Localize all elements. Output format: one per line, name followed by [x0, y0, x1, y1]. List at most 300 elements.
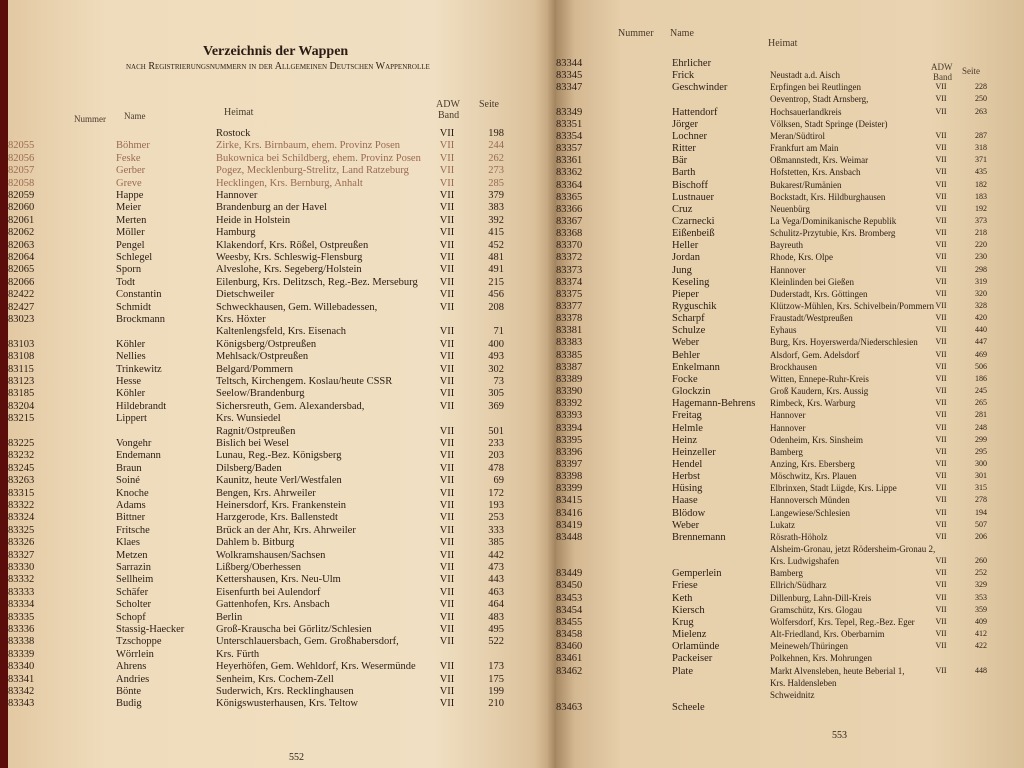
cell-seite: 253	[488, 512, 504, 524]
table-row	[8, 438, 556, 450]
cell-name: Heller	[672, 240, 699, 252]
cell-nummer: 83324	[8, 512, 35, 524]
cell-name: Packeiser	[672, 653, 713, 665]
cell-name: Mielenz	[672, 629, 707, 641]
table-row	[8, 153, 556, 165]
table-row	[556, 641, 1024, 653]
cell-seite: 69	[493, 475, 504, 487]
cell-nummer: 83368	[556, 228, 583, 240]
cell-name: Braun	[116, 462, 142, 474]
cell-band: VII	[439, 438, 455, 449]
right-page	[556, 0, 1024, 768]
cell-heimat: Neustadt a.d. Aisch	[770, 70, 840, 81]
cell-name: Pengel	[116, 239, 145, 251]
cell-name: Bär	[672, 155, 688, 167]
table-row	[556, 544, 1024, 556]
cell-heimat: Unterschlauersbach, Gem. Großhabersdorf,	[216, 636, 399, 648]
cell-heimat: Ellrich/Südharz	[770, 580, 827, 591]
cell-nummer: 83381	[556, 325, 583, 337]
cell-nummer: 83374	[556, 276, 583, 288]
cell-nummer: 83377	[556, 301, 583, 312]
cell-nummer: 83339	[8, 648, 35, 660]
table-row	[8, 326, 556, 338]
cell-heimat: Bengen, Krs. Ahrweiler	[216, 487, 316, 499]
cell-nummer: 83364	[556, 179, 583, 191]
cell-nummer: 83023	[8, 314, 35, 325]
cell-name: Pieper	[672, 288, 699, 300]
table-row	[8, 364, 556, 376]
table-row	[556, 119, 1024, 131]
cell-heimat: Brandenburg an der Havel	[216, 202, 327, 214]
cell-seite: 452	[488, 239, 504, 251]
cell-nummer: 83338	[8, 636, 35, 648]
cell-nummer: 83361	[556, 155, 583, 167]
cell-heimat: Brockhausen	[770, 361, 817, 372]
table-row	[8, 252, 556, 264]
cell-heimat: Bamberg	[770, 446, 803, 457]
cell-name: Lustnauer	[672, 191, 714, 203]
cell-seite: 464	[488, 599, 504, 611]
cell-heimat: Kaunitz, heute Verl/Westfalen	[216, 475, 342, 487]
table-row	[8, 698, 556, 710]
cell-seite: 447	[975, 337, 987, 347]
cell-band: VII	[935, 240, 947, 250]
cell-name: Ehrlicher	[672, 58, 712, 69]
table-row	[556, 289, 1024, 301]
cell-band: VII	[935, 264, 947, 274]
table-row	[8, 165, 556, 177]
cell-name: Köhler	[116, 388, 146, 400]
cell-nummer: 82055	[8, 140, 35, 152]
table-row	[556, 70, 1024, 82]
table-row	[556, 653, 1024, 665]
cell-name: Glockzin	[672, 386, 711, 398]
cell-nummer: 83245	[8, 462, 35, 474]
header-adw: ADW	[931, 62, 953, 72]
cell-nummer: 83378	[556, 313, 583, 325]
cell-name: Vongehr	[116, 438, 152, 449]
cell-band: VII	[935, 483, 947, 493]
cell-nummer: 83332	[8, 574, 35, 586]
cell-nummer: 83342	[8, 686, 35, 697]
cell-band: VII	[439, 549, 455, 561]
cell-nummer: 83362	[556, 167, 583, 179]
cell-seite: 305	[488, 388, 504, 400]
table-row	[8, 488, 556, 500]
left-page	[8, 0, 556, 768]
cell-name: Ahrens	[116, 661, 147, 673]
cell-heimat: Bukownica bei Schildberg, ehem. Provinz Posen	[216, 152, 421, 164]
cell-band: VII	[439, 301, 455, 313]
cell-seite: 285	[488, 177, 504, 189]
table-row	[556, 495, 1024, 507]
cell-name: Lippert	[116, 413, 147, 425]
cell-heimat: Hannover	[216, 190, 258, 201]
table-row	[556, 228, 1024, 240]
cell-name: Brockmann	[116, 314, 165, 325]
cell-name: Ritter	[672, 143, 696, 155]
cell-nummer: 83232	[8, 450, 35, 462]
cell-name: Friese	[672, 580, 698, 592]
cell-nummer: 82058	[8, 177, 35, 189]
table-row	[8, 475, 556, 487]
cell-band: VII	[439, 611, 455, 623]
cell-seite: 442	[488, 549, 504, 561]
cell-heimat: Langewiese/Schlesien	[770, 507, 850, 518]
cell-seite: 208	[488, 301, 504, 313]
cell-name: Greve	[116, 177, 142, 189]
cell-nummer: 83334	[8, 599, 35, 611]
cell-seite: 373	[975, 215, 987, 225]
table-row	[8, 339, 556, 351]
table-row	[556, 58, 1024, 70]
cell-band: VII	[935, 568, 947, 578]
cell-band: VII	[935, 301, 947, 310]
cell-seite: 210	[488, 698, 504, 710]
cell-heimat: Meineweh/Thüringen	[770, 641, 848, 652]
cell-name: Weber	[672, 337, 700, 349]
cell-name: Möller	[116, 227, 145, 239]
cell-nummer: 83340	[8, 661, 35, 673]
cell-name: Köhler	[116, 338, 146, 350]
cell-nummer: 83315	[8, 487, 35, 499]
table-row	[556, 483, 1024, 495]
cell-heimat: Elbrinxen, Stadt Lügde, Krs. Lippe	[770, 483, 897, 494]
cell-name: Schmidt	[116, 301, 152, 313]
cell-band: VII	[935, 94, 947, 104]
cell-seite: 422	[975, 641, 987, 651]
cell-seite: 248	[975, 422, 987, 432]
cell-nummer: 83115	[8, 363, 34, 375]
cell-heimat: Frankfurt am Main	[770, 143, 839, 154]
cell-name: Ryguschik	[672, 301, 717, 312]
cell-name: Schopf	[116, 611, 146, 623]
cell-heimat: Völksen, Stadt Springe (Deister)	[770, 118, 888, 129]
cell-band: VII	[935, 191, 947, 201]
cell-band: VII	[935, 155, 947, 165]
cell-seite: 198	[488, 128, 504, 139]
cell-name: Gerber	[116, 165, 146, 177]
cell-band: VII	[935, 130, 947, 140]
cell-band: VII	[935, 167, 947, 177]
cell-band: VII	[935, 616, 947, 626]
cell-heimat: Groß Kaudern, Krs. Aussig	[770, 386, 869, 397]
cell-seite: 493	[488, 351, 504, 363]
cell-band: VII	[439, 227, 455, 239]
cell-heimat: Dietschweiler	[216, 289, 275, 301]
cell-heimat: Hofstetten, Krs. Ansbach	[770, 167, 861, 178]
cell-nummer: 83367	[556, 215, 583, 227]
cell-seite: 220	[975, 240, 987, 250]
cell-seite: 183	[975, 191, 987, 201]
cell-seite: 300	[975, 458, 987, 468]
cell-seite: 233	[488, 438, 504, 449]
cell-nummer: 83345	[556, 70, 583, 82]
cell-nummer: 83390	[556, 386, 583, 398]
cell-heimat: Meran/Südtirol	[770, 130, 825, 141]
table-row	[8, 376, 556, 388]
cell-nummer: 83325	[8, 524, 35, 536]
cell-heimat: Oeventrop, Stadt Arnsberg,	[770, 94, 869, 105]
cell-nummer: 83185	[8, 388, 35, 400]
cell-name: Herbst	[672, 471, 700, 483]
table-row	[8, 302, 556, 314]
cell-name: Krug	[672, 616, 694, 628]
header-heimat: Heimat	[224, 107, 254, 118]
table-row	[556, 666, 1024, 678]
cell-heimat: Sichersreuth, Gem. Alexandersbad,	[216, 400, 365, 412]
page-number: 552	[289, 752, 304, 763]
cell-heimat: Rimbeck, Krs. Warburg	[770, 398, 856, 409]
cell-name: Sellheim	[116, 574, 154, 586]
cell-nummer: 83322	[8, 500, 35, 511]
header-seite: Seite	[962, 66, 980, 76]
cell-nummer: 83372	[556, 252, 583, 264]
cell-name: Enkelmann	[672, 361, 720, 373]
cell-name: Eißenbeiß	[672, 228, 715, 240]
cell-heimat: Rhode, Krs. Olpe	[770, 252, 833, 263]
cell-heimat: Krs. Haldensleben	[770, 677, 837, 688]
cell-nummer: 82427	[8, 301, 35, 313]
cell-band: VII	[439, 289, 455, 301]
cell-name: Klaes	[116, 537, 140, 549]
cell-seite: 252	[975, 568, 987, 578]
cell-nummer: 83225	[8, 438, 35, 449]
table-row	[556, 593, 1024, 605]
cell-name: Adams	[116, 500, 146, 511]
cell-name: Gemperlein	[672, 568, 722, 580]
cell-heimat: Bockstadt, Krs. Hildburghausen	[770, 191, 886, 202]
cell-nummer: 83365	[556, 191, 583, 203]
cell-seite: 522	[488, 636, 504, 648]
cell-heimat: Odenheim, Krs. Sinsheim	[770, 434, 863, 445]
cell-name: Stassig-Haecker	[116, 624, 185, 635]
cell-heimat: Groß-Krauscha bei Görlitz/Schlesien	[216, 624, 372, 635]
cell-nummer: 82063	[8, 239, 35, 251]
cell-heimat: Heinersdorf, Krs. Frankenstein	[216, 500, 347, 511]
cell-nummer: 83460	[556, 641, 583, 653]
cell-name: Happe	[116, 190, 144, 201]
cell-band: VII	[439, 686, 455, 697]
table-row	[556, 386, 1024, 398]
cell-heimat: Berlin	[216, 611, 243, 623]
cell-seite: 262	[488, 152, 504, 164]
cell-heimat: Witten, Ennepe-Ruhr-Kreis	[770, 373, 869, 384]
cell-seite: 301	[975, 471, 987, 481]
table-row	[8, 525, 556, 537]
cell-band: VII	[935, 398, 947, 408]
cell-heimat: Alt-Friedland, Krs. Oberbarnim	[770, 629, 885, 640]
cell-nummer: 83349	[556, 106, 583, 118]
header-heimat: Heimat	[768, 38, 798, 49]
cell-seite: 206	[975, 531, 987, 541]
cell-name: Cruz	[672, 203, 693, 215]
cell-heimat: Weesby, Krs. Schleswig-Flensburg	[216, 252, 363, 263]
cell-band: VII	[935, 82, 947, 92]
cell-seite: 315	[975, 483, 987, 493]
cell-heimat: Kleinlinden bei Gießen	[770, 276, 854, 287]
cell-seite: 218	[975, 228, 987, 238]
cell-name: Geschwinder	[672, 82, 728, 94]
cell-name: Hüsing	[672, 483, 703, 495]
cell-band: VII	[935, 422, 947, 432]
cell-name: Feske	[116, 152, 141, 164]
cell-seite: 369	[488, 400, 504, 412]
table-row	[556, 216, 1024, 228]
cell-band: VII	[935, 580, 947, 590]
cell-heimat: Harzgerode, Krs. Ballenstedt	[216, 512, 338, 524]
cell-heimat: Eyhaus	[770, 325, 797, 336]
cell-seite: 193	[488, 500, 504, 511]
cell-seite: 385	[488, 537, 504, 549]
cell-nummer: 82066	[8, 276, 35, 288]
cell-band: VII	[935, 507, 947, 517]
cell-seite: 392	[488, 214, 504, 226]
table-row	[8, 140, 556, 152]
cell-name: Meier	[116, 202, 142, 214]
cell-nummer: 83335	[8, 611, 35, 623]
table-row	[556, 337, 1024, 349]
cell-nummer: 83462	[556, 665, 583, 677]
cell-heimat: Hannover	[770, 410, 806, 421]
cell-seite: 295	[975, 446, 987, 456]
cell-heimat: Lunau, Reg.-Bez. Königsberg	[216, 450, 342, 462]
cell-name: Frick	[672, 70, 695, 82]
table-row	[556, 277, 1024, 289]
cell-nummer: 83397	[556, 458, 583, 470]
cell-heimat: Krs. Fürth	[216, 648, 260, 660]
cell-seite: 203	[488, 450, 504, 462]
cell-name: Metzen	[116, 549, 148, 561]
cell-heimat: Schweckhausen, Gem. Willebadessen,	[216, 301, 378, 313]
cell-name: Fritsche	[116, 524, 150, 536]
cell-seite: 440	[975, 325, 987, 335]
cell-seite: 501	[488, 425, 504, 437]
cell-seite: 507	[975, 519, 987, 529]
cell-band: VII	[439, 698, 455, 710]
cell-band: VII	[439, 512, 455, 524]
table-row	[556, 471, 1024, 483]
cell-nummer: 83387	[556, 361, 583, 373]
cell-name: Focke	[672, 373, 698, 385]
cell-seite: 506	[975, 361, 987, 371]
cell-seite: 260	[975, 556, 987, 566]
cell-seite: 478	[488, 462, 504, 474]
cell-nummer: 83394	[556, 422, 583, 434]
cell-seite: 281	[975, 410, 987, 420]
cell-heimat: Dahlem b. Bitburg	[216, 537, 295, 549]
table-row	[8, 649, 556, 661]
table-row	[556, 252, 1024, 264]
cell-name: Andries	[116, 673, 150, 685]
cell-heimat: Dilsberg/Baden	[216, 462, 282, 474]
cell-name: Trinkewitz	[116, 363, 162, 375]
cell-nummer: 82056	[8, 152, 35, 164]
cell-nummer: 83419	[556, 519, 583, 531]
cell-heimat: Krs. Ludwigshafen	[770, 556, 839, 567]
cell-seite: 287	[975, 130, 987, 140]
cell-nummer: 83375	[556, 288, 583, 300]
table-row	[556, 94, 1024, 106]
header-adw: ADW	[436, 99, 460, 110]
cell-band: VII	[439, 351, 455, 363]
cell-band: VII	[439, 586, 455, 598]
cell-nummer: 82422	[8, 289, 35, 301]
cell-seite: 273	[488, 165, 504, 177]
cell-heimat: Bayreuth	[770, 240, 803, 251]
cell-name: Hendel	[672, 458, 703, 470]
cell-band: VII	[439, 152, 455, 164]
cell-heimat: Senheim, Krs. Cochem-Zell	[216, 673, 334, 685]
cell-band: VII	[439, 636, 455, 648]
cell-nummer: 83327	[8, 549, 35, 561]
cell-nummer: 83347	[556, 82, 583, 94]
cell-heimat: Bukarest/Rumänien	[770, 179, 842, 190]
cell-band: VII	[439, 214, 455, 226]
cell-band: VII	[935, 410, 947, 420]
cell-seite: 383	[488, 202, 504, 214]
table-row	[556, 447, 1024, 459]
cell-band: VII	[935, 458, 947, 468]
cell-nummer: 83351	[556, 118, 583, 130]
cell-heimat: Klützow-Mühlen, Krs. Schivelbein/Pommern	[770, 301, 934, 311]
cell-heimat: Pogez, Mecklenburg-Strelitz, Land Ratzeburg	[216, 165, 409, 177]
cell-heimat: Wolfersdorf, Krs. Tepel, Reg.-Bez. Eger	[770, 616, 915, 627]
table-row	[8, 599, 556, 611]
cell-band: VII	[439, 599, 455, 611]
cell-band: VII	[439, 276, 455, 288]
cell-name: Böhmer	[116, 140, 150, 152]
cell-nummer: 83370	[556, 240, 583, 252]
cell-seite: 173	[488, 661, 504, 673]
cell-name: Behler	[672, 349, 700, 361]
table-row	[8, 277, 556, 289]
cell-nummer: 83108	[8, 351, 35, 363]
cell-name: Heinzeller	[672, 446, 716, 458]
table-row	[8, 264, 556, 276]
cell-nummer: 83395	[556, 434, 583, 446]
header-seite: Seite	[479, 99, 499, 110]
cell-heimat: Teltsch, Kirchengem. Koslau/heute CSSR	[216, 376, 393, 387]
cell-seite: 469	[975, 349, 987, 359]
cell-name: Merten	[116, 214, 147, 226]
cell-heimat: Eisenfurth bei Aulendorf	[216, 586, 321, 598]
table-row	[556, 82, 1024, 94]
cell-nummer: 83449	[556, 568, 583, 580]
cell-heimat: Krs. Höxter	[216, 314, 266, 325]
table-row	[556, 508, 1024, 520]
table-row	[8, 674, 556, 686]
cell-band: VII	[439, 128, 455, 139]
cell-nummer: 83336	[8, 624, 35, 635]
cell-seite: 420	[975, 313, 987, 323]
table-row	[556, 605, 1024, 617]
cell-seite: 371	[975, 155, 987, 165]
cell-heimat: Alveslohe, Krs. Segeberg/Holstein	[216, 264, 362, 276]
cell-heimat: Bislich bei Wesel	[216, 438, 290, 449]
cell-seite: 400	[488, 338, 504, 350]
cell-nummer: 83263	[8, 475, 35, 487]
cell-band: VII	[439, 202, 455, 214]
cell-nummer: 83415	[556, 495, 583, 507]
table-row	[556, 180, 1024, 192]
table-row	[556, 520, 1024, 532]
cell-band: VII	[935, 288, 947, 298]
cell-band: VII	[935, 203, 947, 213]
cell-heimat: Wolkramshausen/Sachsen	[216, 549, 326, 561]
table-row	[556, 410, 1024, 422]
cell-heimat: Seelow/Brandenburg	[216, 388, 305, 400]
